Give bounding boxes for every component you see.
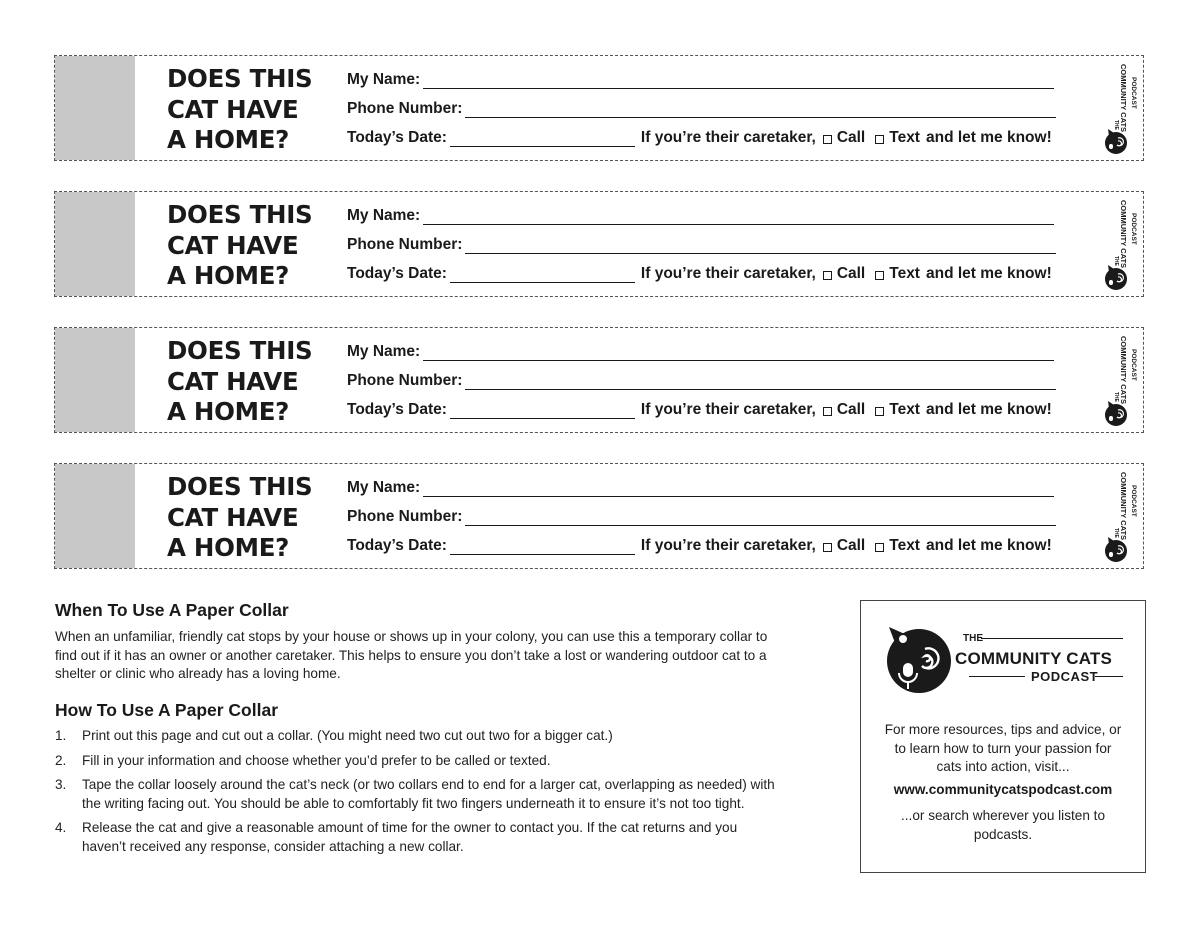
text-checkbox[interactable] [875,543,884,552]
cat-logo-icon [1103,128,1129,156]
phone-row [347,368,1056,390]
podcast-logo-vertical: COMMUNITY CATS PODCAST THE [1101,64,1129,156]
name-label: My Name: [347,71,421,88]
closing-text: and let me know! [925,265,1052,282]
when-heading: When To Use A Paper Collar [55,600,289,620]
paper-collar-3 [54,327,1144,433]
podcast-logo-vertical: COMMUNITY CATS PODCAST THE [1101,472,1129,564]
name-label: My Name: [347,479,421,496]
phone-label: Phone Number: [347,372,463,389]
text-label: Text [889,537,920,554]
date-label: Today’s Date: [347,265,447,282]
cat-logo-icon [1103,264,1129,292]
text-checkbox[interactable] [875,135,884,144]
text-checkbox[interactable] [875,407,884,416]
cat-logo-icon [1103,536,1129,564]
date-label: Today’s Date: [347,129,447,146]
list-item: 4. Release the cat and give a reasonable amount of time for the owner to contact you. If the cat returns and you haven’t received any response, consider attaching a new collar. [55,820,738,854]
phone-line[interactable] [465,373,1056,390]
brand-the: THE [963,633,983,644]
caretaker-text: If you’re their caretaker, [640,537,816,554]
podcast-promo-box [860,600,1146,873]
caretaker-text: If you’re their caretaker, [640,401,816,418]
collar-headline: DOES THIS CAT HAVE A HOME? [167,64,313,154]
brand-name: COMMUNITY CATS [955,649,1113,668]
call-checkbox[interactable] [823,135,832,144]
brand-rule [981,638,1123,639]
phone-label: Phone Number: [347,508,463,525]
when-paragraph: When an unfamiliar, friendly cat stops by your house or shows up in your colony, you can use this a temporary collar to find out if it has an owner or another caretaker. This helps to ensure you don’t take a lost or wandering outdoor cat to a shelter or clinic who already has a loving home. [55,629,768,682]
closing-text: and let me know! [925,401,1052,418]
closing-text: and let me know! [925,129,1052,146]
name-line[interactable] [423,344,1054,361]
how-heading: How To Use A Paper Collar [55,700,279,720]
cat-logo-icon [1103,400,1129,428]
date-label: Today’s Date: [347,401,447,418]
date-row [347,261,1052,283]
name-row [347,67,1054,89]
call-label: Call [836,537,866,554]
collar-tape-tab [55,464,135,568]
call-label: Call [836,265,866,282]
brand-rule [1095,676,1123,677]
name-line[interactable] [423,480,1054,497]
text-label: Text [889,265,920,282]
paper-collar-2 [54,191,1144,297]
phone-row [347,232,1056,254]
list-item: 1. Print out this page and cut out a collar. (You might need two cut out two for a bigger cat.) [55,728,613,743]
caretaker-text: If you’re their caretaker, [640,265,816,282]
text-label: Text [889,129,920,146]
phone-line[interactable] [465,237,1056,254]
promo-tail: ...or search wherever you listen to podcasts. [901,808,1105,842]
collar-tape-tab [55,328,135,432]
date-row [347,125,1052,147]
collar-headline: DOES THIS CAT HAVE A HOME? [167,472,313,562]
name-line[interactable] [423,72,1054,89]
paper-collar-1 [54,55,1144,161]
collar-tape-tab [55,56,135,160]
name-label: My Name: [347,207,421,224]
podcast-logo-vertical: COMMUNITY CATS PODCAST THE [1101,336,1129,428]
brand-sub: PODCAST [1031,669,1099,684]
phone-line[interactable] [465,509,1056,526]
collar-headline: DOES THIS CAT HAVE A HOME? [167,200,313,290]
list-item: 2. Fill in your information and choose whether you’d prefer to be called or texted. [55,752,551,768]
name-row [347,339,1054,361]
date-label: Today’s Date: [347,537,447,554]
paper-collar-4 [54,463,1144,569]
cat-logo-icon [881,623,953,697]
how-steps-list [55,727,825,863]
text-label: Text [889,401,920,418]
call-label: Call [836,129,866,146]
podcast-logo [881,623,1131,699]
text-checkbox[interactable] [875,271,884,280]
name-row [347,475,1054,497]
promo-copy: For more resources, tips and advice, or to learn how to turn your passion for cats into action, visit... [884,722,1122,775]
name-line[interactable] [423,208,1054,225]
date-row [347,397,1052,419]
brand-rule [969,676,1025,677]
phone-label: Phone Number: [347,236,463,253]
collar-tape-tab [55,192,135,296]
collar-headline: DOES THIS CAT HAVE A HOME? [167,336,313,426]
date-line[interactable] [450,538,635,555]
date-line[interactable] [450,402,635,419]
date-row [347,533,1052,555]
phone-row [347,96,1056,118]
podcast-logo-vertical: COMMUNITY CATS PODCAST THE [1101,200,1129,292]
list-item: 3. Tape the collar loosely around the cat’s neck (or two collars end to end for a larger cat, overlapping as needed) with the writing facing out. You should be able to comfortably fit two fingers underneath it to ensure it’s not too tight. [55,777,775,811]
name-row [347,203,1054,225]
caretaker-text: If you’re their caretaker, [640,129,816,146]
closing-text: and let me know! [925,537,1052,554]
call-checkbox[interactable] [823,271,832,280]
phone-label: Phone Number: [347,100,463,117]
call-checkbox[interactable] [823,407,832,416]
phone-line[interactable] [465,101,1056,118]
call-checkbox[interactable] [823,543,832,552]
phone-row [347,504,1056,526]
name-label: My Name: [347,343,421,360]
podcast-url-link[interactable]: www.communitycatspodcast.com [893,782,1113,797]
date-line[interactable] [450,130,635,147]
date-line[interactable] [450,266,635,283]
call-label: Call [836,401,866,418]
